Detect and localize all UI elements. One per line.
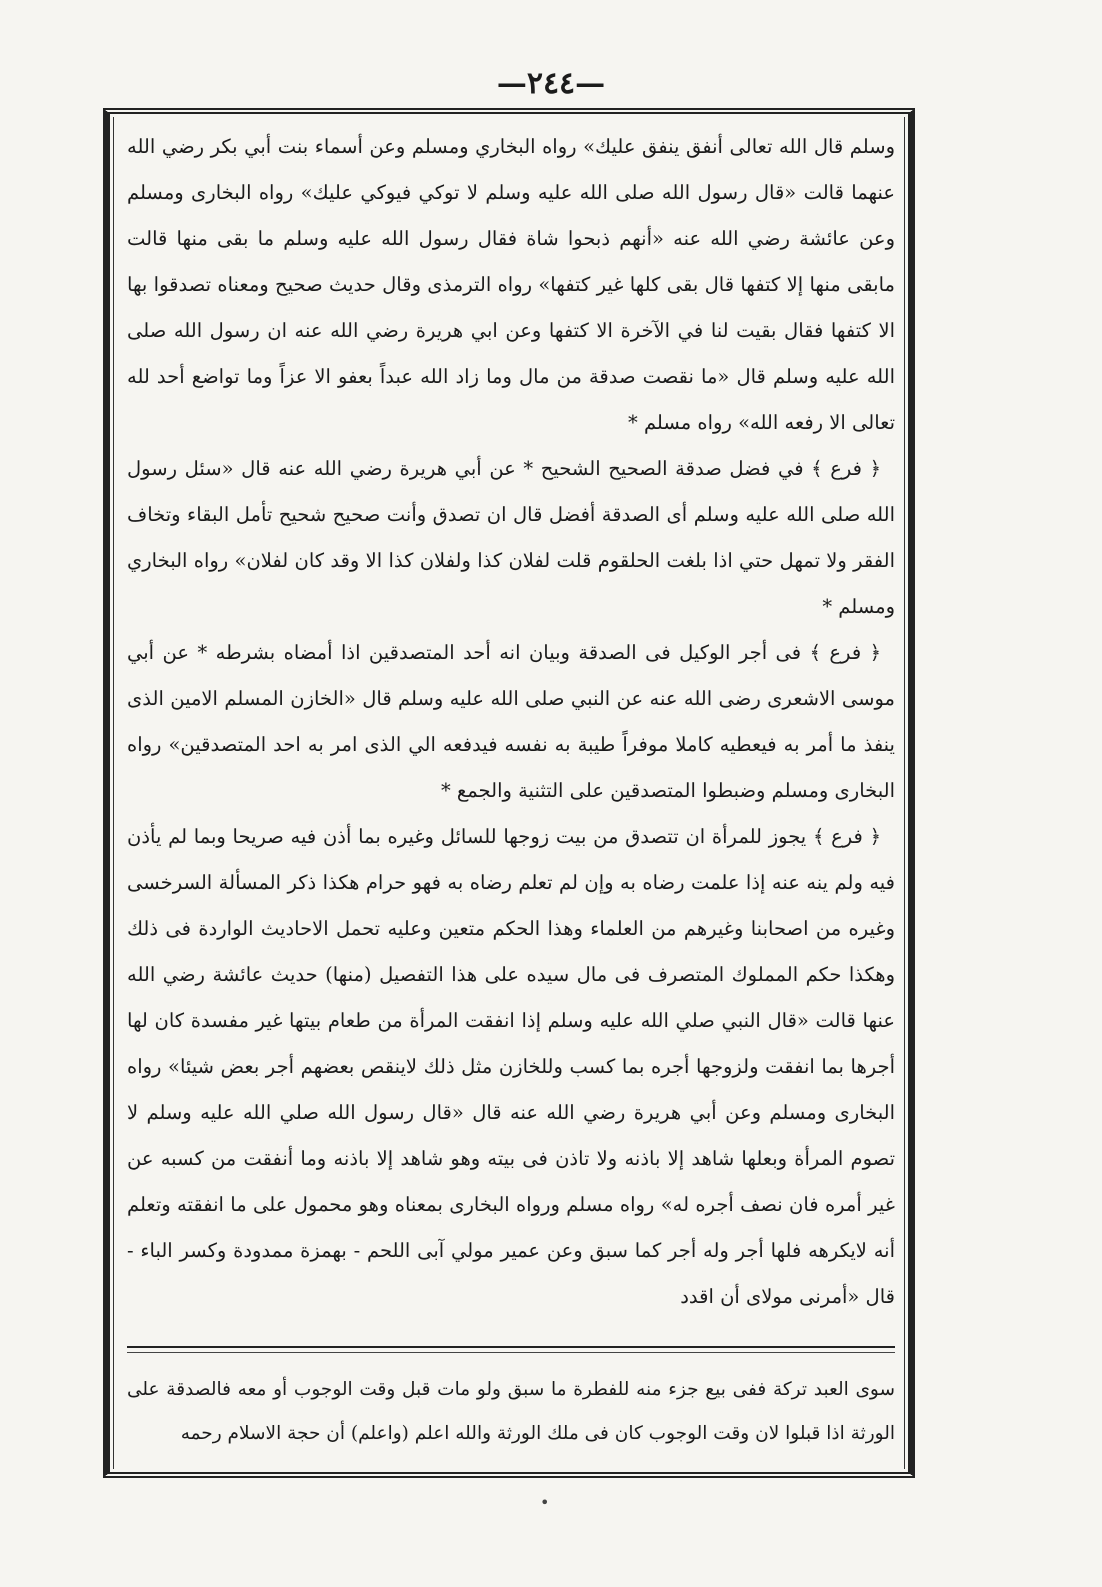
bottom-mark: • xyxy=(540,1493,550,1512)
footnote-separator xyxy=(127,1346,895,1348)
page-number: —٢٤٤— xyxy=(496,66,606,101)
main-text xyxy=(127,124,895,1320)
paragraph-2: ﴿ فرع ﴾ في فضل صدقة الصحيح الشحيح * عن أبي هريرة رضي الله عنه قال «سئل رسول الله صلى الله عليه وسلم أى الصدقة أفضل قال ان تصدق وأنت صحيح شحيح تأمل البقاء وتخاف الفقر ولا تمهل حتي اذا بلغت الحلقوم قلت لفلان كذا ولفلان كذا الا وقد كان لفلان» رواه البخاري ومسلم * xyxy=(127,457,895,618)
footnote xyxy=(127,1368,895,1456)
paragraph-1: وسلم قال الله تعالى أنفق ينفق عليك» رواه البخاري ومسلم وعن أسماء بنت أبي بكر رضي الله عنهما قالت «قال رسول الله صلى الله عليه وسلم لا توكي فيوكي عليك» رواه البخارى ومسلم وعن عائشة رضي الله عنه «أنهم ذبحوا شاة فقال رسول الله عليه وسلم ما بقى منها قالت مابقى منها إلا كتفها قال بقى كلها غير كتفها» رواه الترمذى وقال حديث صحيح ومعناه تصدقوا بها الا كتفها فقال بقيت لنا في الآخرة الا كتفها وعن ابي هريرة رضي الله عنه ان رسول الله صلى الله عليه وسلم قال «ما نقصت صدقة من مال وما زاد الله عبداً بعفو الا عزاً وما تواضع أحد لله تعالى الا رفعه الله» رواه مسلم * xyxy=(127,135,895,434)
footnote-text: سوى العبد تركة ففى بيع جزء منه للفطرة ما سبق ولو مات قبل وقت الوجوب أو معه فالصدقة على الورثة اذا قبلوا لان وقت الوجوب كان فى ملك الورثة والله اعلم (واعلم) أن حجة الاسلام رحمه xyxy=(127,1379,895,1444)
paragraph-3: ﴿ فرع ﴾ فى أجر الوكيل فى الصدقة وبيان انه أحد المتصدقين اذا أمضاه بشرطه * عن أبي موسى الاشعرى رضى الله عنه عن النبي صلى الله عليه وسلم قال «الخازن المسلم الامين الذى ينفذ ما أمر به فيعطيه كاملا موفراً طيبة به نفسه فيدفعه الي الذى امر به احد المتصدقين» رواه البخارى ومسلم وضبطوا المتصدقين على التثنية والجمع * xyxy=(127,641,895,802)
paragraph-4: ﴿ فرع ﴾ يجوز للمرأة ان تتصدق من بيت زوجها للسائل وغيره بما أذن فيه صريحا وبما لم يأذن فيه ولم ينه عنه إذا علمت رضاه به وإن لم تعلم رضاه به فهو حرام هكذا ذكر المسألة السرخسى وغيره من اصحابنا وغيرهم من العلماء وهذا الحكم متعين وعليه تحمل الاحاديث الواردة فى ذلك وهكذا حكم المملوك المتصرف فى مال سيده على هذا التفصيل (منها) حديث عائشة رضي الله عنها قالت «قال النبي صلي الله عليه وسلم إذا انفقت المرأة من طعام بيتها غير مفسدة كان لها أجرها بما انفقت ولزوجها أجره بما كسب وللخازن مثل ذلك لاينقص بعضهم أجر بعض شيئا» رواه البخارى ومسلم وعن أبي هريرة رضي الله عنه قال «قال رسول الله صلي الله عليه وسلم لا تصوم المرأة وبعلها شاهد إلا باذنه ولا تاذن فى بيته وهو شاهد إلا باذنه وما أنفقت من كسبه عن غير أمره فان نصف أجره له» رواه مسلم ورواه البخارى بمعناه وهو محمول على ما انفقته وتعلم أنه لايكرهه فلها أجر وله أجر كما سبق وعن عمير مولي آبى اللحم - بهمزة ممدودة وكسر الباء - قال «أمرنى مولاى أن اقدد xyxy=(127,825,895,1308)
